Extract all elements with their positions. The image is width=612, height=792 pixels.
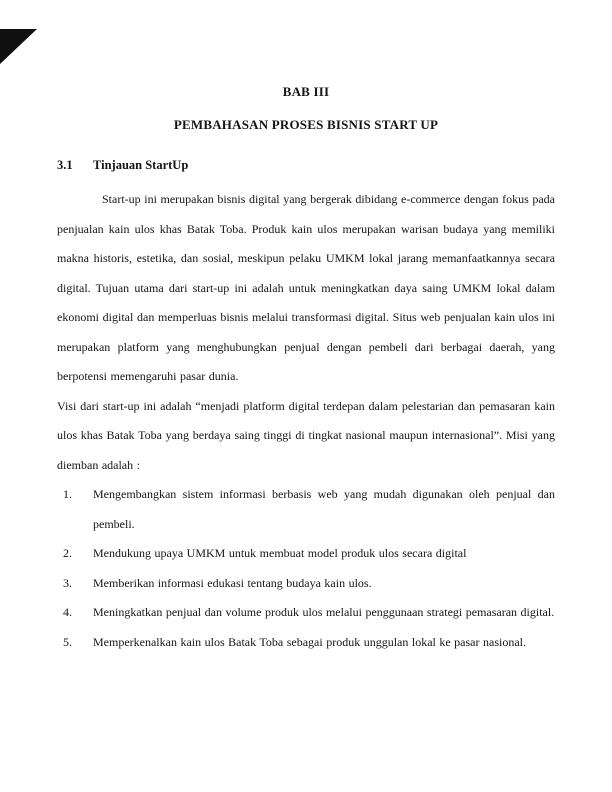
chapter-title: PEMBAHASAN PROSES BISNIS START UP	[173, 117, 439, 132]
list-item-text: Memperkenalkan kain ulos Batak Toba sebagai produk unggulan lokal ke pasar nasional.	[93, 634, 526, 649]
paragraph-visi-misi: Visi dari start-up ini adalah “menjadi platform digital terdepan dalam pelestarian dan pemasaran kain ulos khas Batak Toba yang berdaya saing tinggi di tingkat nasional maupun internasional”. Misi yang diemban adalah :	[57, 398, 555, 472]
misi-list	[57, 480, 555, 657]
chapter-heading: BAB III	[282, 84, 330, 99]
list-item	[57, 628, 555, 658]
section-number: 3.1	[57, 158, 73, 172]
list-item-number: 3.	[63, 575, 72, 590]
list-item-text: Meningkatkan penjual dan volume produk ulos melalui penggunaan strategi pemasaran digital.	[93, 605, 555, 619]
section-title: Tinjauan StartUp	[93, 158, 189, 172]
list-item	[57, 480, 555, 539]
paragraph-intro: Start-up ini merupakan bisnis digital yang bergerak dibidang e-commerce dengan fokus pada penjualan kain ulos khas Batak Toba. Produk kain ulos merupakan warisan budaya yang memiliki makna historis, estetika, dan sosial, meskipun pelaku UMKM lokal jarang memanfaatkannya secara digital. Tujuan utama dari start-up ini adalah untuk meningkatkan daya saing UMKM lokal dalam ekonomi digital dan memperluas bisnis melalui transformasi digital. Situs web penjualan kain ulos ini merupakan platform yang menghubungkan penjual dengan pembeli dari berbagai daerah, yang berpotensi memengaruhi pasar dunia.	[57, 192, 555, 383]
list-item-number: 4.	[63, 605, 72, 619]
list-item	[57, 569, 555, 599]
list-item-text: Mengembangkan sistem informasi berbasis web yang mudah digunakan oleh penjual dan pembeli.	[93, 487, 555, 531]
list-item-text: Mendukung upaya UMKM untuk membuat model produk ulos secara digital	[93, 546, 467, 560]
list-item-number: 2.	[63, 546, 72, 560]
section-heading	[57, 157, 555, 173]
list-item-number: 5.	[63, 634, 72, 649]
list-item	[57, 598, 555, 628]
list-item	[57, 539, 555, 569]
list-item-text: Memberikan informasi edukasi tentang budaya kain ulos.	[93, 575, 372, 590]
list-item-number: 1.	[63, 487, 72, 501]
